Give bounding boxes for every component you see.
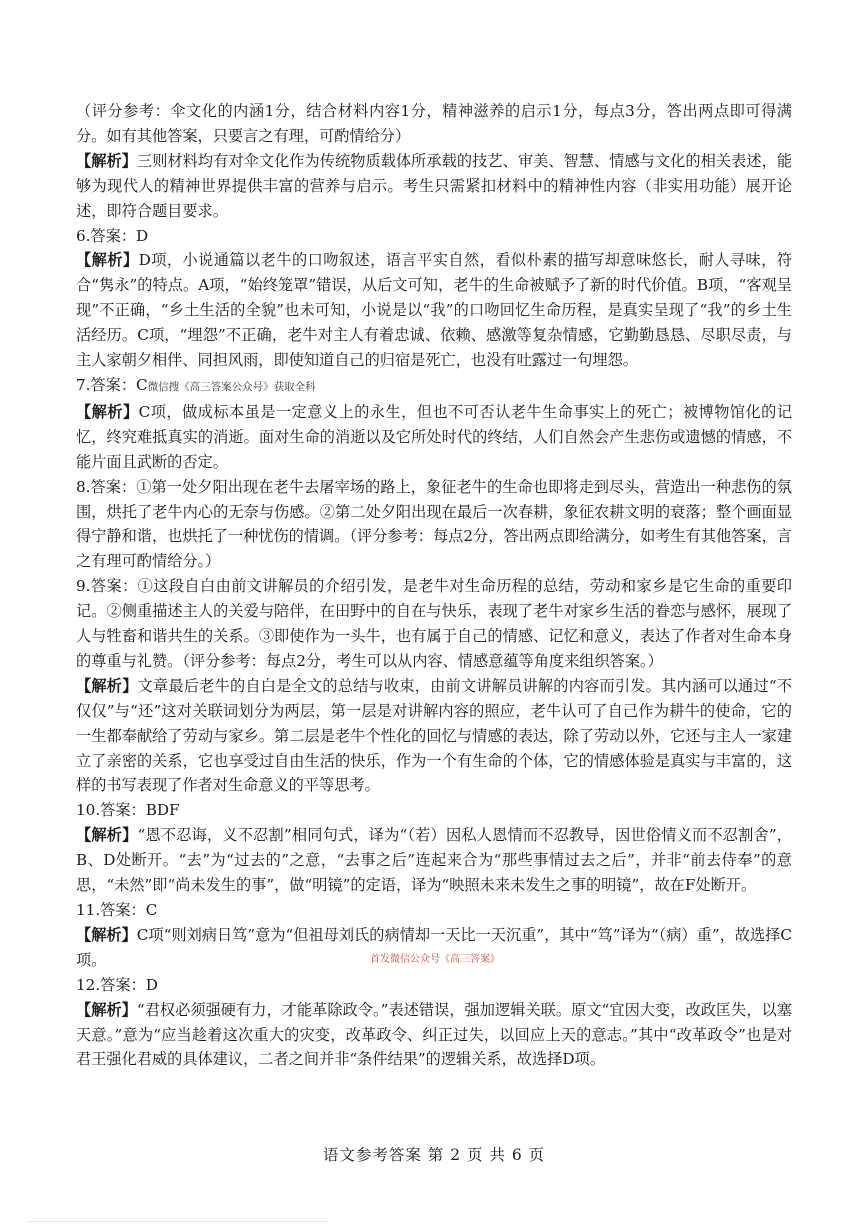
- answer-7: [76, 373, 792, 400]
- answer-8: [76, 475, 792, 575]
- answer-12: [76, 973, 792, 998]
- p1-text: 三则材料均有对伞文化作为传统物质载体所承载的技艺、审美、智慧、情感与文化的相关表述，能够为现代人的精神世界提供丰富的营养与启示。考生只需紧扣材料中的精神性内容（非实用功能）展开论述，即符合题目要求。: [76, 151, 793, 220]
- paragraph-14: [76, 998, 792, 1073]
- wechat-watermark: 微信搜《高三答案公众号》获取全科: [147, 380, 316, 393]
- footer-divider: [28, 1221, 328, 1222]
- paragraph-0: [76, 99, 792, 149]
- paragraph-8: [76, 674, 792, 799]
- answer-9: [76, 574, 792, 674]
- paragraph-5: [76, 400, 792, 475]
- p14-text: “君权必须强硬有力，才能革除政令。”表述错误，强加逻辑关联。原文“宜因大变，改政匡失，以塞天意。”意为“应当趁着这次重大的灾变，改革政令、纠正过失，以回应上天的意志。”其中“改革政令”也是对君王强化君威的具体建议，二者之间并非“条件结果”的逻辑关系，故选择D项。: [76, 1000, 792, 1069]
- answer-6: [76, 224, 792, 249]
- analysis-label: 【解析】: [76, 826, 138, 845]
- answer-content: [76, 99, 792, 1072]
- p8-text: 文章最后老牛的自白是全文的总结与收束，由前文讲解员讲解的内容而引发。其内涵可以通过“不仅仅”与“还”这对关联词划分为两层，第一层是对讲解内容的照应，老牛认可了自己作为耕牛的使命，它的一生都奉献给了劳动与家乡。第二层是老牛个性化的回忆与情感的表达，除了劳动以外，它还与主人一家建立了亲密的关系，它也享受过自由生活的快乐，作为一个有生命的个体，它的情感体验是真实与丰富的，这样的书写表现了作者对生命意义的平等思考。: [76, 676, 793, 795]
- paragraph-10: [76, 823, 792, 898]
- p10-text: “恩不忍诲，义不忍割”相同句式，译为“（若）因私人恩情而不忍教导，因世俗情义而不忍割舍”，B、D处断开。“去”为“过去的”之意，“去事之后”连起来合为“那些事情过去之后”，并非“前去侍奉”的意思，“未然”即“尚未发生的事”，做“明镜”的定语，译为“映照未来未发生之事的明镜”，故在F处断开。: [76, 826, 792, 895]
- p13-text: 12.答案：D: [76, 975, 158, 994]
- p9-text: 10.答案：BDF: [76, 801, 180, 820]
- answer-10: [76, 798, 792, 823]
- red-watermark: 首发微信公众号《高三答案》: [370, 954, 500, 965]
- paragraph-1: [76, 149, 792, 224]
- p2-text: 6.答案：D: [76, 226, 149, 245]
- page-footer: 语文参考答案 第 2 页 共 6 页: [322, 1146, 546, 1164]
- p7-text: 9.答案：①这段自白由前文讲解员的介绍引发，是老牛对生命历程的总结，劳动和家乡是它生命的重要印记。②侧重描述主人的关爱与陪伴，在田野中的自在与快乐，表现了老牛对家乡生活的眷恋与感怀，展现了人与牲畜和谐共生的关系。③即使作为一头牛，也有属于自己的情感、记忆和意义，表达了作者对生命本身的尊重与礼赞。（评分参考：每点2分，考生可以从内容、情感意蕴等角度来组织答案。）: [76, 577, 792, 670]
- p0-text: （评分参考：伞文化的内涵1分，结合材料内容1分，精神滋养的启示1分，每点3分，答出两点即可得满分。如有其他答案，只要言之有理，可酌情给分）: [76, 102, 792, 145]
- p12-text: C项“则刘病日笃”意为“但祖母刘氏的病情却一天比一天沉重”，其中“笃”译为“（病）重”，故选择C项。: [76, 925, 792, 969]
- analysis-label: 【解析】: [76, 151, 137, 170]
- p5-text: C项，做成标本虽是一定意义上的永生，但也不可否认老牛生命事实上的死亡；被博物馆化的记忆，终究难抵真实的消逝。面对生命的消逝以及它所处时代的终结，人们自然会产生悲伤或遗憾的情感，不能片面且武断的否定。: [76, 402, 793, 471]
- analysis-label: 【解析】: [76, 925, 137, 944]
- p6-text: 8.答案：①第一处夕阳出现在老牛去屠宰场的路上，象征老牛的生命也即将走到尽头，营造出一种悲伤的氛围，烘托了老牛内心的无奈与伤感。②第二处夕阳出现在最后一次春耕，象征农耕文明的衰落；整个画面显得宁静和谐，也烘托了一种忧伤的情调。（评分参考：每点2分，答出两点即给满分，如考生有其他答案，言之有理可酌情给分。）: [76, 477, 792, 571]
- answer-11: [76, 898, 792, 923]
- analysis-label: 【解析】: [76, 676, 138, 695]
- analysis-label: 【解析】: [76, 251, 139, 270]
- analysis-label: 【解析】: [76, 402, 139, 421]
- p4-text: 7.答案：C: [76, 375, 148, 394]
- analysis-label: 【解析】: [76, 1000, 137, 1019]
- paragraph-3: [76, 248, 792, 373]
- p11-text: 11.答案：C: [76, 901, 158, 919]
- p3-text: D项，小说通篇以老牛的口吻叙述，语言平实自然，看似朴素的描写却意味悠长，耐人寻味，符合“隽永”的特点。A项，“始终笼罩”错误，从后文可知，老牛的生命被赋予了新的时代价值。B项，“客观呈现”不正确，“乡土生活的全貌”也未可知，小说是以“我”的口吻回忆生命历程，是真实呈现了“我”的乡土生活经历。C项，“埋怨”不正确，老牛对主人有着忠诚、依赖、感激等复杂情感，它勤勤恳恳、尽职尽责，与主人家朝夕相伴、同担风雨，即使知道自己的归宿是死亡，也没有吐露过一句埋怨。: [76, 251, 792, 370]
